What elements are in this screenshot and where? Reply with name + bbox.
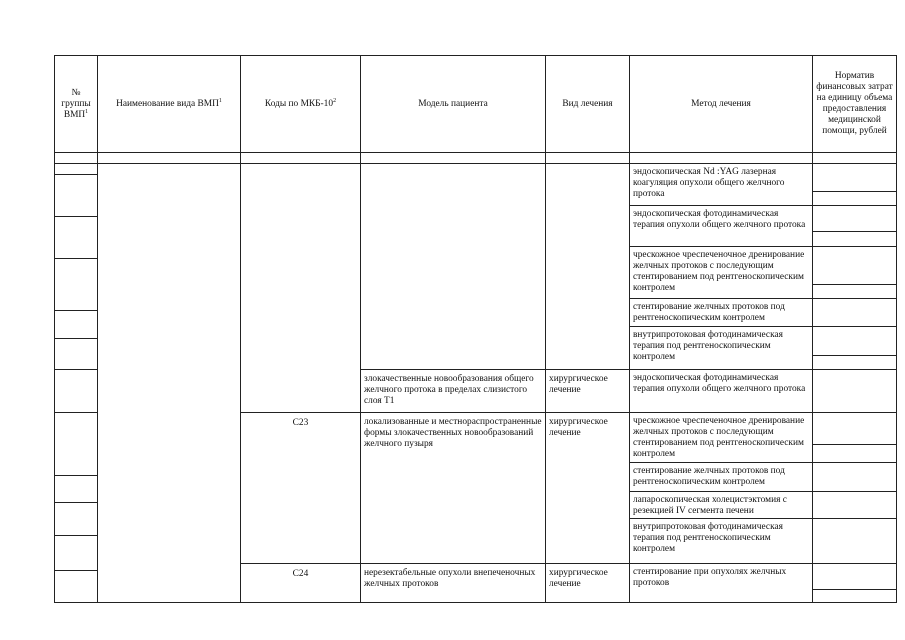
treatment-method-cell: лапароскопическая холецистэктомия с резекцией IV сегмента печени xyxy=(633,495,787,516)
icd-code-cell: C23 xyxy=(292,418,309,428)
treatment-method-cell: внутрипротоковая фотодинамическая терапия под рентгеноскопическим контролем xyxy=(633,522,783,554)
treatment-method-cell: эндоскопическая фотодинамическая терапия опухоли общего желчного протока xyxy=(633,209,806,230)
header-norm-label: Норматив финансовых затрат на единицу объема предоставления медицинской помощи, рублей xyxy=(816,71,893,136)
treatment-type-cell: хирургическое лечение xyxy=(549,568,608,589)
header-treatment-type xyxy=(546,56,629,152)
header-vmp-name xyxy=(98,56,240,152)
treatment-method-cell: чрескожное чреспеченочное дренирование желчных протоков с последующим стентированием под рентгеноскопическим контролем xyxy=(633,250,805,293)
treatment-method-cell: чрескожное чреспеченочное дренирование желчных протоков с последующим стентированием под рентгеноскопическим контролем xyxy=(633,416,805,459)
treatment-method-cell: эндоскопическая фотодинамическая терапия опухоли общего желчного протока xyxy=(633,373,806,394)
header-name-label: Наименование вида ВМП xyxy=(116,98,219,109)
icd-code-cell: C24 xyxy=(292,569,309,579)
treatment-type-cell: хирургическое лечение xyxy=(549,417,608,438)
footnote-ref: 1 xyxy=(85,108,89,115)
header-patient-model xyxy=(361,56,545,152)
header-codes-label: Коды по МКБ-10 xyxy=(264,98,334,109)
footnote-ref: 1 xyxy=(218,97,222,104)
patient-model-cell: нерезектабельные опухоли внепеченочных желчных протоков xyxy=(364,568,536,589)
header-group-label: № группы ВМП xyxy=(61,87,91,120)
header-group-number xyxy=(55,56,97,152)
header-model-label: Модель пациента xyxy=(418,98,488,109)
header-cost-norm xyxy=(813,56,896,152)
patient-model-cell: локализованные и местнораспространенные формы злокачественных новообразований желчного пузыря xyxy=(364,417,542,449)
treatment-method-cell: внутрипротоковая фотодинамическая терапия под рентгеноскопическим контролем xyxy=(633,330,783,362)
header-treatment-label: Вид лечения xyxy=(562,98,613,109)
header-treatment-method xyxy=(630,56,812,152)
header-icd-codes xyxy=(241,56,360,152)
treatment-type-cell: хирургическое лечение xyxy=(549,374,608,395)
treatment-method-cell: эндоскопическая Nd :YAG лазерная коагуляция опухоли общего желчного протока xyxy=(633,167,785,199)
treatment-method-cell: стентирование желчных протоков под рентгеноскопическим контролем xyxy=(633,466,785,487)
footnote-ref: 2 xyxy=(333,97,337,104)
patient-model-cell: злокачественные новообразования общего желчного протока в пределах слизистого слоя T1 xyxy=(364,374,534,406)
header-method-label: Метод лечения xyxy=(691,98,751,109)
treatment-method-cell: стентирование желчных протоков под рентгеноскопическим контролем xyxy=(633,302,785,323)
treatment-method-cell: стентирование при опухолях желчных протоков xyxy=(633,567,787,588)
